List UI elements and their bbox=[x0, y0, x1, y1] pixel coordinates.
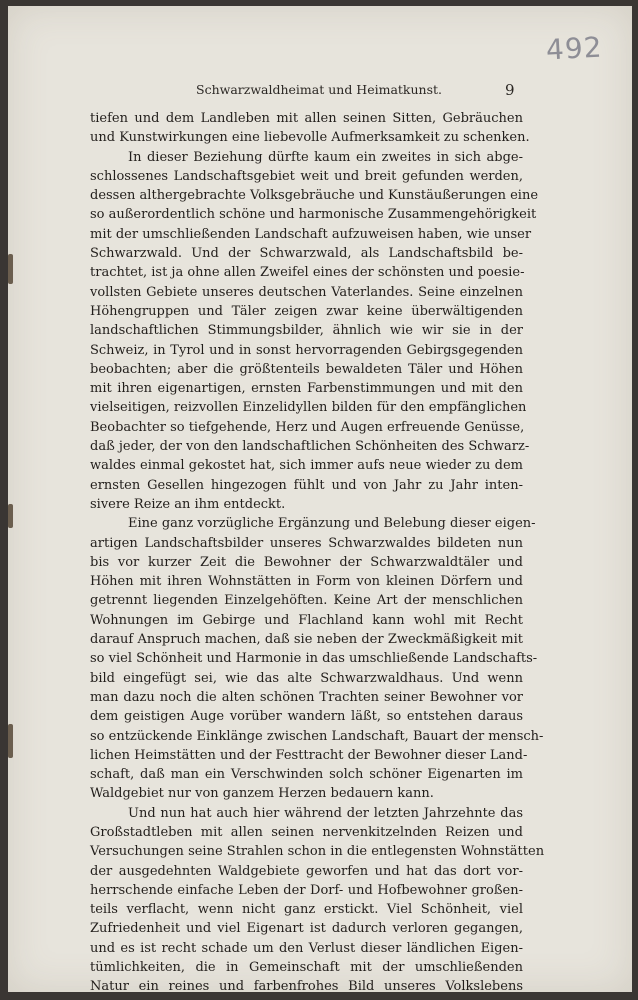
binding-mark bbox=[8, 724, 13, 758]
text-line: Und nun hat auch hier während der letzten Jahrzehnte das bbox=[128, 805, 523, 821]
text-line: schaft, daß man ein Verschwinden solch schöner Eigenarten im bbox=[90, 767, 523, 783]
text-line: schlossenes Landschaftsgebiet weit und breit gefunden werden, bbox=[90, 168, 523, 184]
text-line: Schweiz, in Tyrol und in sonst hervorragenden Gebirgsgegenden bbox=[90, 342, 523, 358]
text-line: vielseitigen, reizvollen Einzelidyllen bilden für den empfänglichen bbox=[90, 400, 527, 416]
text-line: dessen althergebrachte Volksgebräuche und Kunstäußerungen eine bbox=[90, 188, 539, 204]
text-line: Waldgebiet nur von ganzem Herzen bedauern kann. bbox=[90, 786, 434, 802]
text-line: tümlichkeiten, die in Gemeinschaft mit der umschließenden bbox=[90, 960, 523, 976]
text-line: mit der umschließenden Landschaft aufzuweisen haben, wie unser bbox=[90, 226, 532, 242]
text-line: ernsten Gesellen hingezogen fühlt und von Jahr zu Jahr inten- bbox=[90, 477, 523, 493]
text-line: Schwarzwald. Und der Schwarzwald, als Landschaftsbild be- bbox=[90, 246, 523, 262]
text-line: dem geistigen Auge vorüber wandern läßt, so entstehen daraus bbox=[90, 709, 523, 725]
text-line: vollsten Gebiete unseres deutschen Vaterlandes. Seine einzelnen bbox=[90, 284, 523, 300]
text-line: In dieser Beziehung dürfte kaum ein zweites in sich abge- bbox=[128, 149, 523, 165]
text-line: daß jeder, der von den landschaftlichen Schönheiten des Schwarz- bbox=[90, 439, 530, 455]
archive-number: 492 bbox=[545, 30, 604, 67]
binding-mark bbox=[8, 504, 13, 528]
text-line: Höhen mit ihren Wohnstätten in Form von kleinen Dörfern und bbox=[90, 574, 523, 590]
text-line: und Kunstwirkungen eine liebevolle Aufmerksamkeit zu schenken. bbox=[90, 130, 530, 146]
text-line: beobachten; aber die größtenteils bewaldeten Täler und Höhen bbox=[90, 361, 523, 377]
text-line: tiefen und dem Landleben mit allen seinen Sitten, Gebräuchen bbox=[90, 111, 523, 126]
text-line: Versuchungen seine Strahlen schon in die entlegensten Wohnstätten bbox=[90, 844, 545, 860]
text-line: teils verflacht, wenn nicht ganz erstickt. Viel Schönheit, viel bbox=[90, 902, 523, 918]
text-line: Wohnungen im Gebirge und Flachland kann wohl mit Recht bbox=[90, 612, 523, 628]
text-line: mit ihren eigenartigen, ernsten Farbenstimmungen und mit den bbox=[90, 381, 523, 397]
text-line: lichen Heimstätten und der Festtracht der Bewohner dieser Land- bbox=[90, 747, 528, 763]
text-line: herrschende einfache Leben der Dorf- und Hofbewohner großen- bbox=[90, 882, 523, 898]
text-line: so entzückende Einklänge zwischen Landschaft, Bauart der mensch- bbox=[90, 728, 544, 744]
book-page bbox=[8, 6, 632, 995]
text-line: getrennt liegenden Einzelgehöften. Keine Art der menschlichen bbox=[90, 593, 523, 609]
text-line: sivere Reize an ihm entdeckt. bbox=[90, 496, 286, 512]
text-line: und es ist recht schade um den Verlust dieser ländlichen Eigen- bbox=[90, 940, 523, 956]
text-line: Beobachter so tiefgehende, Herz und Augen erfreuende Genüsse, bbox=[90, 419, 525, 435]
text-line: Zufriedenheit und viel Eigenart ist dadurch verloren gegangen, bbox=[90, 921, 523, 937]
running-head: Schwarzwaldheimat und Heimatkunst. bbox=[196, 82, 443, 97]
text-line: Höhengruppen und Täler zeigen zwar keine überwältigenden bbox=[90, 303, 523, 319]
text-line: so außerordentlich schöne und harmonische Zusammengehörigkeit bbox=[90, 207, 537, 223]
text-line: Eine ganz vorzügliche Ergänzung und Belebung dieser eigen- bbox=[128, 516, 536, 532]
page-number: 9 bbox=[505, 81, 515, 99]
text-line: artigen Landschaftsbilder unseres Schwarzwaldes bildeten nun bbox=[90, 535, 523, 551]
text-line: Natur ein reines und farbenfrohes Bild unseres Volkslebens bbox=[90, 979, 523, 995]
text-line: waldes einmal gekostet hat, sich immer aufs neue wieder zu dem bbox=[90, 458, 523, 474]
text-line: trachtet, ist ja ohne allen Zweifel eines der schönsten und poesie- bbox=[90, 265, 525, 281]
text-line: der ausgedehnten Waldgebiete geworfen und hat das dort vor- bbox=[90, 863, 523, 879]
text-line: Großstadtleben mit allen seinen nervenkitzelnden Reizen und bbox=[90, 824, 523, 840]
text-line: bild eingefügt sei, wie das alte Schwarzwaldhaus. Und wenn bbox=[90, 670, 523, 686]
text-line: bis vor kurzer Zeit die Bewohner der Schwarzwaldtäler und bbox=[90, 554, 523, 570]
text-line: so viel Schönheit und Harmonie in das umschließende Landschafts- bbox=[90, 651, 538, 667]
binding-mark bbox=[8, 254, 13, 284]
body-text bbox=[90, 109, 545, 997]
text-line: man dazu noch die alten schönen Trachten seiner Bewohner vor bbox=[90, 689, 523, 705]
text-line: darauf Anspruch machen, daß sie neben der Zweckmäßigkeit mit bbox=[90, 632, 523, 648]
text-line: landschaftlichen Stimmungsbilder, ähnlich wie wir sie in der bbox=[90, 323, 523, 339]
